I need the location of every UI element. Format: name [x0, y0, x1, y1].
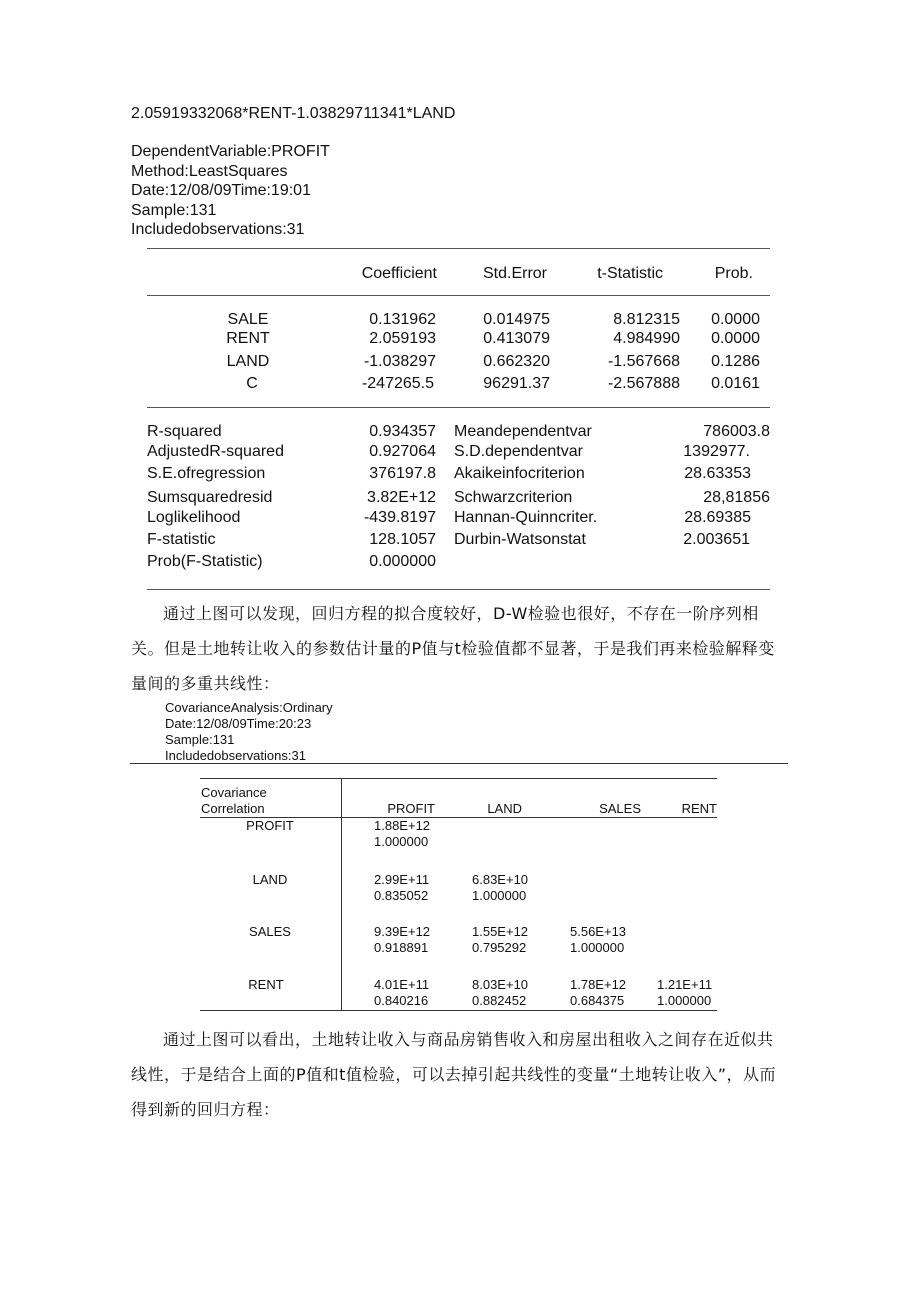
col-std-error: Std.Error	[482, 265, 547, 282]
se-value: 0.014975	[483, 311, 550, 328]
cov-rule-top	[200, 778, 717, 779]
stat-label: Sumsquaredresid	[147, 489, 273, 506]
cov-date-time: Date:12/08/09Time:20:23	[165, 716, 312, 731]
col-coefficient: Coefficient	[361, 265, 437, 282]
se-value: 0.413079	[483, 330, 550, 347]
t-value: 8.812315	[613, 311, 680, 328]
cov-sample: Sample:131	[165, 732, 235, 747]
sample: Sample:131	[131, 202, 217, 219]
stat-label: Meandependentvar	[454, 423, 592, 440]
cov-col-profit: PROFIT	[387, 801, 435, 816]
cov-rule-bottom	[200, 1010, 717, 1011]
stat-value: 1392977.	[683, 443, 750, 460]
corr-cell: 1.000000	[657, 993, 712, 1008]
coef-value: -247265.5	[361, 375, 434, 392]
corr-cell: 0.684375	[570, 993, 625, 1008]
coef-value: 2.059193	[369, 330, 436, 347]
stat-value: 28.69385	[684, 509, 751, 526]
stat-value: 28,81856	[703, 489, 770, 506]
cov-col-rent: RENT	[681, 801, 717, 816]
corr-cell: 0.882452	[472, 993, 527, 1008]
se-value: 0.662320	[483, 353, 550, 370]
cov-row-label: LAND	[252, 872, 288, 887]
var-name: SALE	[227, 311, 269, 328]
cov-cell: 1.78E+12	[570, 977, 627, 992]
stat-value: 0.934357	[369, 423, 436, 440]
cov-method: CovarianceAnalysis:Ordinary	[165, 700, 333, 715]
corr-cell: 0.795292	[472, 940, 527, 955]
rule-top	[147, 248, 770, 249]
stat-value: 0.927064	[369, 443, 436, 460]
col-t-statistic: t-Statistic	[597, 265, 663, 282]
stat-label: Prob(F-Statistic)	[147, 553, 263, 570]
stat-value: 0.000000	[369, 553, 436, 570]
stat-value: 28.63353	[684, 465, 751, 482]
t-value: 4.984990	[613, 330, 680, 347]
stat-label: F-statistic	[147, 531, 216, 548]
t-value: -2.567888	[607, 375, 680, 392]
stat-label: AdjustedR-squared	[147, 443, 284, 460]
corr-cell: 1.000000	[570, 940, 625, 955]
cov-rule-outer	[130, 763, 788, 764]
cov-cell: 8.03E+10	[472, 977, 529, 992]
stat-label: R-squared	[147, 423, 222, 440]
stat-value: 3.82E+12	[367, 489, 436, 506]
cov-cell: 1.55E+12	[472, 924, 529, 939]
rule-header	[147, 295, 770, 296]
cov-cell: 9.39E+12	[374, 924, 431, 939]
t-value: -1.567668	[607, 353, 680, 370]
cov-row-label: RENT	[248, 977, 284, 992]
paragraph-2-text: 通过上图可以看出，土地转让收入与商品房销售收入和房屋出租收入之间存在近似共线性，于是结合上面的P值和t值检验，可以去掉引起共线性的变量“土地转让收入”，从而得到新的回归方程：	[131, 1030, 777, 1119]
cov-cell: 2.99E+11	[374, 872, 430, 887]
stat-label: Hannan-Quinncriter.	[454, 509, 598, 526]
var-name: C	[246, 375, 258, 392]
stat-label: Durbin-Watsonstat	[454, 531, 586, 548]
cov-cell: 5.56E+13	[570, 924, 627, 939]
cov-observations: Includedobservations:31	[165, 748, 306, 763]
p-value: 0.0000	[711, 330, 760, 347]
cov-divider	[341, 778, 342, 1011]
cov-cell: 1.88E+12	[374, 818, 431, 833]
p-value: 0.1286	[711, 353, 760, 370]
stat-value: 786003.8	[703, 423, 770, 440]
equation-line: 2.05919332068*RENT-1.03829711341*LAND	[131, 105, 456, 122]
cov-row-label: SALES	[249, 924, 291, 939]
stat-label: S.E.ofregression	[147, 465, 266, 482]
stat-value: -439.8197	[363, 509, 436, 526]
corner-correlation: Correlation	[201, 801, 265, 816]
cov-cell: 6.83E+10	[472, 872, 529, 887]
var-name: RENT	[226, 330, 270, 347]
stat-label: Loglikelihood	[147, 509, 241, 526]
rule-bottom	[147, 589, 770, 590]
corr-cell: 0.835052	[374, 888, 429, 903]
paragraph-1-text: 通过上图可以发现，回归方程的拟合度较好，D-W检验也很好，不存在一阶序列相关。但是土地转让收入的参数估计量的P值与t检验值都不显著，于是我们再来检验解释变量间的多重共线性：	[131, 604, 775, 693]
corr-cell: 1.000000	[472, 888, 527, 903]
corr-cell: 1.000000	[374, 834, 429, 849]
corner-covariance: Covariance	[201, 785, 267, 800]
coef-value: -1.038297	[363, 353, 436, 370]
cov-col-land: LAND	[487, 801, 522, 816]
rule-mid	[147, 407, 770, 408]
cov-col-sales: SALES	[599, 801, 641, 816]
corr-cell: 0.918891	[374, 940, 429, 955]
stat-value: 2.003651	[683, 531, 750, 548]
corr-cell: 0.840216	[374, 993, 429, 1008]
stat-value: 128.1057	[369, 531, 436, 548]
stat-label: Akaikeinfocriterion	[454, 465, 585, 482]
se-value: 96291.37	[483, 375, 550, 392]
method: Method:LeastSquares	[131, 163, 288, 180]
cov-cell: 4.01E+11	[374, 977, 430, 992]
stat-value: 376197.8	[369, 465, 436, 482]
dependent-variable: DependentVariable:PROFIT	[131, 143, 330, 160]
p-value: 0.0161	[711, 375, 760, 392]
paragraph-1	[131, 596, 787, 701]
date-time: Date:12/08/09Time:19:01	[131, 182, 311, 199]
included-observations: Includedobservations:31	[131, 221, 305, 238]
stat-label: Schwarzcriterion	[454, 489, 573, 506]
coef-value: 0.131962	[369, 311, 436, 328]
cov-row-label: PROFIT	[246, 818, 294, 833]
p-value: 0.0000	[711, 311, 760, 328]
stat-label: S.D.dependentvar	[454, 443, 583, 460]
col-prob: Prob.	[714, 265, 753, 282]
var-name: LAND	[226, 353, 270, 370]
cov-cell: 1.21E+11	[657, 977, 713, 992]
paragraph-2	[131, 1022, 787, 1127]
